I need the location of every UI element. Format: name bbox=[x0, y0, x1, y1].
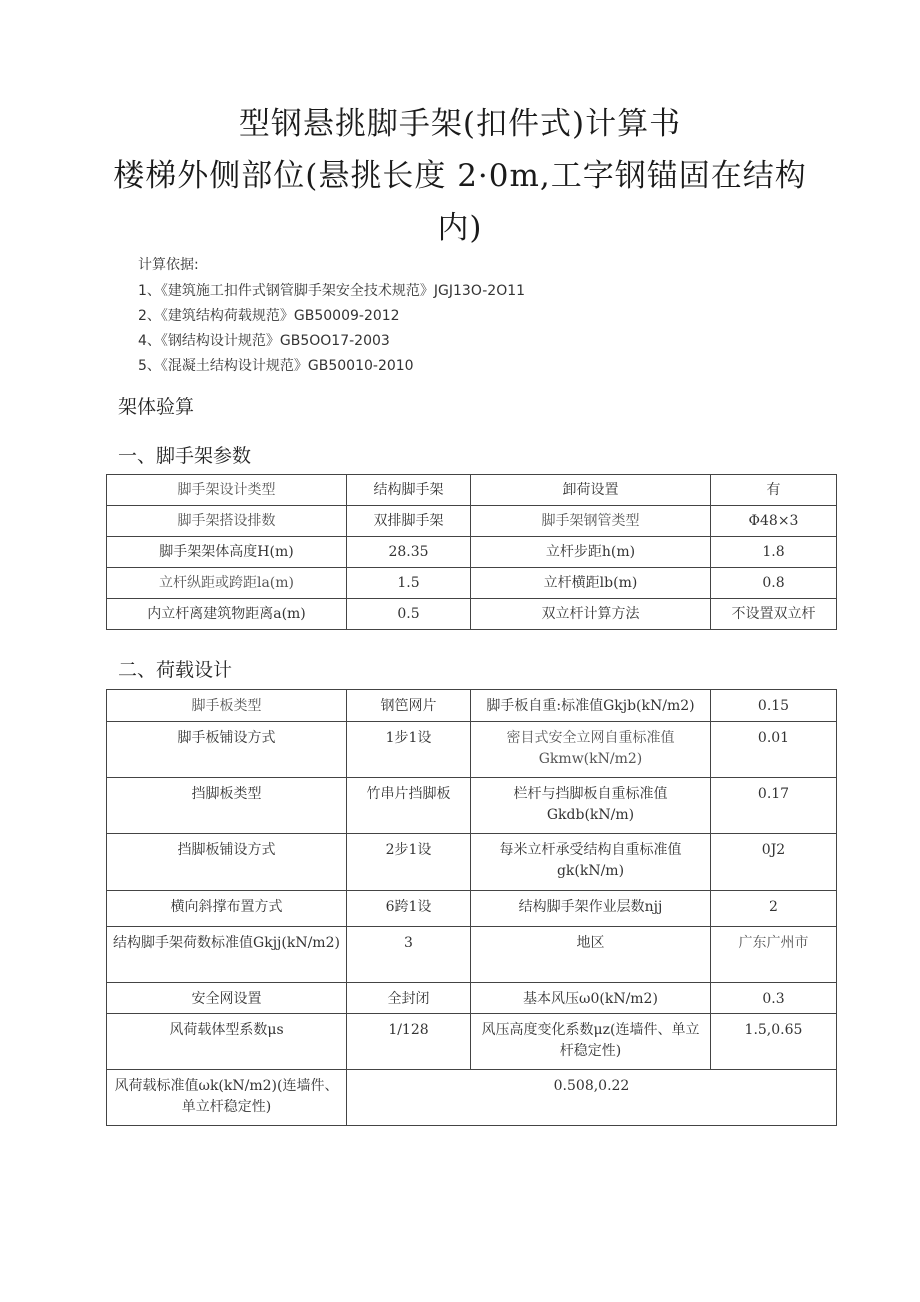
table-cell: 脚手架钢管类型 bbox=[471, 506, 711, 537]
table-cell: 脚手架架体高度H(m) bbox=[107, 537, 347, 568]
table-row bbox=[107, 983, 837, 1014]
table-cell: 广东广州市 bbox=[711, 927, 837, 983]
table-cell: 横向斜撑布置方式 bbox=[107, 891, 347, 927]
table-cell: 结构脚手架荷数标准值Gkjj(kN/m2) bbox=[107, 927, 347, 983]
table-row bbox=[107, 927, 837, 983]
section-heading-load-design: 二、荷载设计 bbox=[118, 659, 233, 681]
table-cell: 0J2 bbox=[711, 834, 837, 891]
table-cell: 0.17 bbox=[711, 778, 837, 834]
table-cell: 全封闭 bbox=[347, 983, 471, 1014]
table-cell: 1.5 bbox=[347, 568, 471, 599]
basis-item: 2、《建筑结构荷载规范》GB50009-2012 bbox=[138, 308, 400, 324]
basis-item: 4、《钢结构设计规范》GB5OO17-2003 bbox=[138, 333, 390, 349]
scaffold-params-table bbox=[106, 474, 837, 630]
table-cell: 立杆横距lb(m) bbox=[471, 568, 711, 599]
table-cell: 基本风压ω0(kN/m2) bbox=[471, 983, 711, 1014]
table-row bbox=[107, 778, 837, 834]
table-cell: 内立杆离建筑物距离a(m) bbox=[107, 599, 347, 630]
table-cell: 1步1设 bbox=[347, 722, 471, 778]
table-row bbox=[107, 834, 837, 891]
table-cell: 28.35 bbox=[347, 537, 471, 568]
table-cell: 0.508,0.22 bbox=[347, 1070, 837, 1126]
table-cell: 安全网设置 bbox=[107, 983, 347, 1014]
table-cell: 风荷载体型系数μs bbox=[107, 1014, 347, 1070]
table-cell: 2步1设 bbox=[347, 834, 471, 891]
table-cell: 不设置双立杆 bbox=[711, 599, 837, 630]
table-row bbox=[107, 1070, 837, 1126]
table-cell: 地区 bbox=[471, 927, 711, 983]
table-row bbox=[107, 722, 837, 778]
table-cell: 竹串片挡脚板 bbox=[347, 778, 471, 834]
table-cell: 1.5,0.65 bbox=[711, 1014, 837, 1070]
load-design-table bbox=[106, 689, 837, 1126]
table-cell: 挡脚板铺设方式 bbox=[107, 834, 347, 891]
table-cell: 1/128 bbox=[347, 1014, 471, 1070]
table-cell: 风荷载标准值ωk(kN/m2)(连墙件、单立杆稳定性) bbox=[107, 1070, 347, 1126]
table-cell: 1.8 bbox=[711, 537, 837, 568]
table-cell: 立杆纵距或跨距la(m) bbox=[107, 568, 347, 599]
table-row bbox=[107, 568, 837, 599]
table-cell: 卸荷设置 bbox=[471, 475, 711, 506]
table-cell: 0.15 bbox=[711, 690, 837, 722]
table-cell: 脚手架设计类型 bbox=[107, 475, 347, 506]
table-cell: 0.5 bbox=[347, 599, 471, 630]
table-cell: 栏杆与挡脚板自重标准值Gkdb(kN/m) bbox=[471, 778, 711, 834]
section-heading-scaffold-params: 一、脚手架参数 bbox=[118, 445, 252, 467]
table-cell: 0.8 bbox=[711, 568, 837, 599]
table-cell: 立杆步距h(m) bbox=[471, 537, 711, 568]
basis-heading: 计算依据: bbox=[138, 257, 199, 273]
page-title-line-3: 内) bbox=[437, 210, 483, 246]
table-cell: 结构脚手架 bbox=[347, 475, 471, 506]
table-cell: 脚手板自重:标准值Gkjb(kN/m2) bbox=[471, 690, 711, 722]
table-cell: 0.01 bbox=[711, 722, 837, 778]
table-cell: 0.3 bbox=[711, 983, 837, 1014]
table-row bbox=[107, 1014, 837, 1070]
table-cell: 结构脚手架作业层数njj bbox=[471, 891, 711, 927]
table-cell: 密目式安全立网自重标准值Gkmw(kN/m2) bbox=[471, 722, 711, 778]
table-cell: 3 bbox=[347, 927, 471, 983]
table-row bbox=[107, 475, 837, 506]
table-cell: 钢笆网片 bbox=[347, 690, 471, 722]
table-cell: 每米立杆承受结构自重标准值gk(kN/m) bbox=[471, 834, 711, 891]
table-cell: 风压高度变化系数μz(连墙件、单立杆稳定性) bbox=[471, 1014, 711, 1070]
table-cell: 脚手板类型 bbox=[107, 690, 347, 722]
table-cell: 挡脚板类型 bbox=[107, 778, 347, 834]
basis-item: 5、《混凝土结构设计规范》GB50010-2010 bbox=[138, 358, 414, 374]
table-row bbox=[107, 537, 837, 568]
table-row bbox=[107, 506, 837, 537]
table-row bbox=[107, 690, 837, 722]
frame-check-heading: 架体验算 bbox=[118, 396, 195, 418]
table-cell: 脚手架搭设排数 bbox=[107, 506, 347, 537]
page-title-line-1: 型钢悬挑脚手架(扣件式)计算书 bbox=[238, 106, 682, 142]
table-cell: 6跨1设 bbox=[347, 891, 471, 927]
table-cell: 脚手板铺设方式 bbox=[107, 722, 347, 778]
basis-item: 1、《建筑施工扣件式钢管脚手架安全技术规范》JGJ13O-2O11 bbox=[138, 283, 526, 299]
table-row bbox=[107, 599, 837, 630]
table-cell: 双立杆计算方法 bbox=[471, 599, 711, 630]
table-cell: Φ48×3 bbox=[711, 506, 837, 537]
table-row bbox=[107, 891, 837, 927]
page-title-line-2: 楼梯外侧部位(悬挑长度 2·0m,工字钢锚固在结构 bbox=[113, 158, 807, 194]
table-cell: 2 bbox=[711, 891, 837, 927]
table-cell: 有 bbox=[711, 475, 837, 506]
table-cell: 双排脚手架 bbox=[347, 506, 471, 537]
